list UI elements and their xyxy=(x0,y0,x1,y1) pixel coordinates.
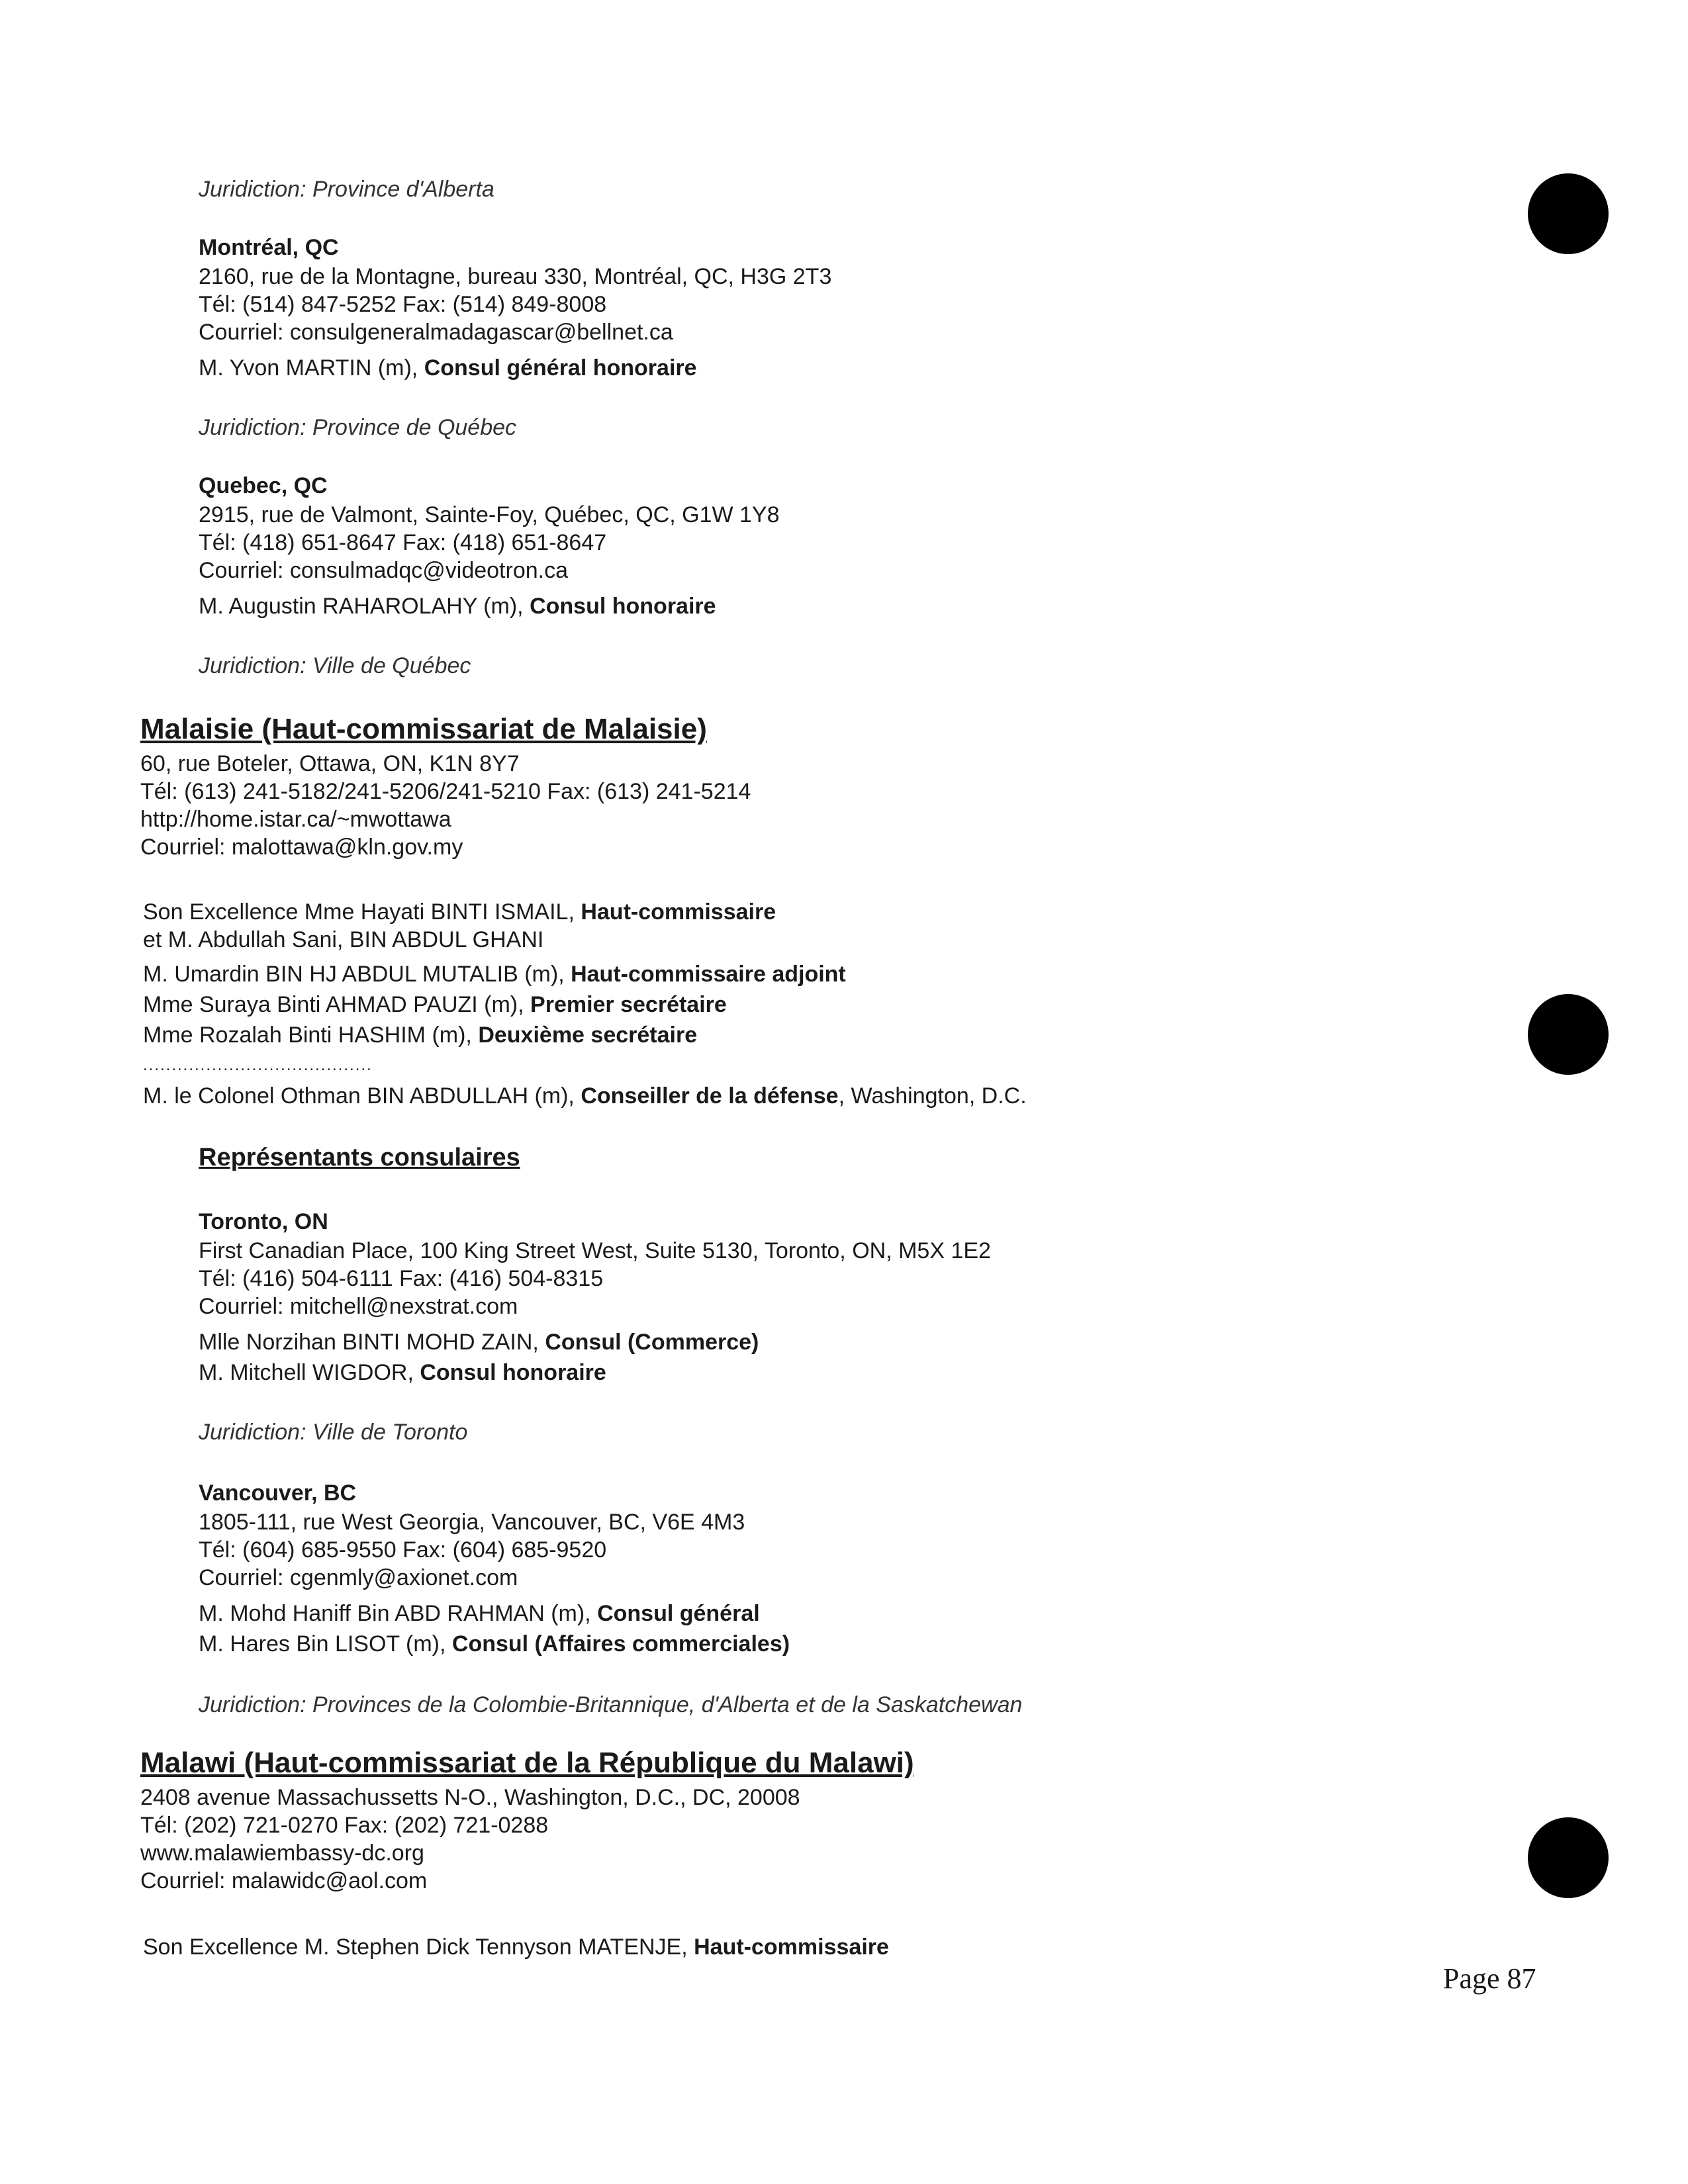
vancouver-address: 1805-111, rue West Georgia, Vancouver, BC, V6E 4M3 xyxy=(199,1510,745,1535)
vancouver-email: Courriel: cgenmly@axionet.com xyxy=(199,1565,518,1590)
toronto-person-0 xyxy=(199,1329,759,1355)
person-title: Consul honoraire xyxy=(530,594,716,619)
person-title: Consul (Affaires commerciales) xyxy=(451,1631,790,1657)
vancouver-city: Vancouver, BC xyxy=(199,1480,357,1506)
toronto-city: Toronto, ON xyxy=(199,1209,328,1234)
malaisie-staff-1 xyxy=(143,927,543,953)
quebec-address: 2915, rue de Valmont, Sainte-Foy, Québec, QC, G1W 1Y8 xyxy=(199,502,780,527)
staff-name: et M. Abdullah Sani, BIN ABDUL GHANI xyxy=(143,927,544,952)
person-name: M. Hares Bin LISOT (m), xyxy=(199,1631,452,1657)
person-name: M. Augustin RAHAROLAHY (m), xyxy=(199,594,530,619)
malaisie-staff-3 xyxy=(143,991,727,1018)
punch-hole-top xyxy=(1528,173,1609,254)
malawi-website: www.malawiembassy-dc.org xyxy=(140,1841,424,1866)
vancouver-phone: Tél: (604) 685-9550 Fax: (604) 685-9520 xyxy=(199,1537,607,1563)
vancouver-person-0 xyxy=(199,1600,760,1627)
jurisdiction-alberta: Juridiction: Province d'Alberta xyxy=(199,177,494,202)
malawi-address: 2408 avenue Massachussetts N-O., Washington, D.C., DC, 20008 xyxy=(140,1785,800,1810)
quebec-city: Quebec, QC xyxy=(199,473,328,498)
vancouver-jurisdiction: Juridiction: Provinces de la Colombie-Britannique, d'Alberta et de la Saskatchewan xyxy=(199,1692,1023,1717)
vancouver-person-1 xyxy=(199,1631,790,1657)
malaisie-heading: Malaisie (Haut-commissariat de Malaisie) xyxy=(140,713,707,745)
staff-name: Son Excellence M. Stephen Dick Tennyson MATENJE, xyxy=(143,1934,694,1960)
malaisie-defense-attache xyxy=(143,1083,1027,1109)
malaisie-staff-2 xyxy=(143,961,846,987)
montreal-address: 2160, rue de la Montagne, bureau 330, Montréal, QC, H3G 2T3 xyxy=(199,264,832,289)
punch-hole-bottom xyxy=(1528,1817,1609,1898)
toronto-address: First Canadian Place, 100 King Street West, Suite 5130, Toronto, ON, M5X 1E2 xyxy=(199,1238,991,1263)
malaisie-staff-4 xyxy=(143,1022,697,1048)
person-name: M. Mohd Haniff Bin ABD RAHMAN (m), xyxy=(199,1601,598,1626)
quebec-person xyxy=(199,593,716,619)
montreal-person xyxy=(199,355,697,381)
staff-name: Mme Suraya Binti AHMAD PAUZI (m), xyxy=(143,992,531,1017)
staff-title: Deuxième secrétaire xyxy=(478,1023,698,1048)
person-title: Consul (Commerce) xyxy=(545,1330,759,1355)
punch-hole-middle xyxy=(1528,994,1609,1075)
toronto-phone: Tél: (416) 504-6111 Fax: (416) 504-8315 xyxy=(199,1266,604,1291)
staff-title: Haut-commissaire xyxy=(581,899,776,925)
staff-title: Premier secrétaire xyxy=(530,992,727,1017)
malawi-email: Courriel: malawidc@aol.com xyxy=(140,1868,428,1893)
staff-name: M. Umardin BIN HJ ABDUL MUTALIB (m), xyxy=(143,962,571,987)
malaisie-email: Courriel: malottawa@kln.gov.my xyxy=(140,835,463,860)
staff-name: Mme Rozalah Binti HASHIM (m), xyxy=(143,1023,479,1048)
malaisie-staff-0 xyxy=(143,899,776,925)
staff-name: M. le Colonel Othman BIN ABDULLAH (m), xyxy=(143,1083,581,1109)
malaisie-address: 60, rue Boteler, Ottawa, ON, K1N 8Y7 xyxy=(140,751,520,776)
malaisie-phone: Tél: (613) 241-5182/241-5206/241-5210 Fax: (613) 241-5214 xyxy=(140,779,751,804)
person-title: Consul général xyxy=(597,1601,760,1626)
staff-title: Conseiller de la défense xyxy=(581,1083,839,1109)
toronto-jurisdiction: Juridiction: Ville de Toronto xyxy=(199,1420,468,1445)
malawi-phone: Tél: (202) 721-0270 Fax: (202) 721-0288 xyxy=(140,1813,549,1838)
consular-heading: Représentants consulaires xyxy=(199,1144,520,1171)
montreal-jurisdiction: Juridiction: Province de Québec xyxy=(199,415,517,440)
staff-name: Son Excellence Mme Hayati BINTI ISMAIL, xyxy=(143,899,581,925)
quebec-phone: Tél: (418) 651-8647 Fax: (418) 651-8647 xyxy=(199,530,607,555)
person-name: M. Mitchell WIGDOR, xyxy=(199,1360,420,1385)
quebec-jurisdiction: Juridiction: Ville de Québec xyxy=(199,653,471,678)
person-title: Consul général honoraire xyxy=(424,355,697,381)
person-name: M. Yvon MARTIN (m), xyxy=(199,355,424,381)
person-name: Mlle Norzihan BINTI MOHD ZAIN, xyxy=(199,1330,545,1355)
montreal-city: Montréal, QC xyxy=(199,235,339,260)
toronto-person-1 xyxy=(199,1359,606,1386)
malawi-head xyxy=(143,1934,889,1960)
page-number: Page 87 xyxy=(1443,1962,1536,1995)
person-title: Consul honoraire xyxy=(420,1360,606,1385)
malawi-heading: Malawi (Haut-commissariat de la République du Malawi) xyxy=(140,1747,914,1779)
staff-location: , Washington, D.C. xyxy=(838,1083,1027,1109)
dotted-separator: ........................................ xyxy=(143,1056,373,1074)
quebec-email: Courriel: consulmadqc@videotron.ca xyxy=(199,558,568,583)
staff-title: Haut-commissaire adjoint xyxy=(571,962,846,987)
staff-title: Haut-commissaire xyxy=(694,1934,889,1960)
toronto-email: Courriel: mitchell@nexstrat.com xyxy=(199,1294,518,1319)
malaisie-website: http://home.istar.ca/~mwottawa xyxy=(140,807,451,832)
montreal-email: Courriel: consulgeneralmadagascar@bellnet.ca xyxy=(199,320,673,345)
montreal-phone: Tél: (514) 847-5252 Fax: (514) 849-8008 xyxy=(199,292,607,317)
